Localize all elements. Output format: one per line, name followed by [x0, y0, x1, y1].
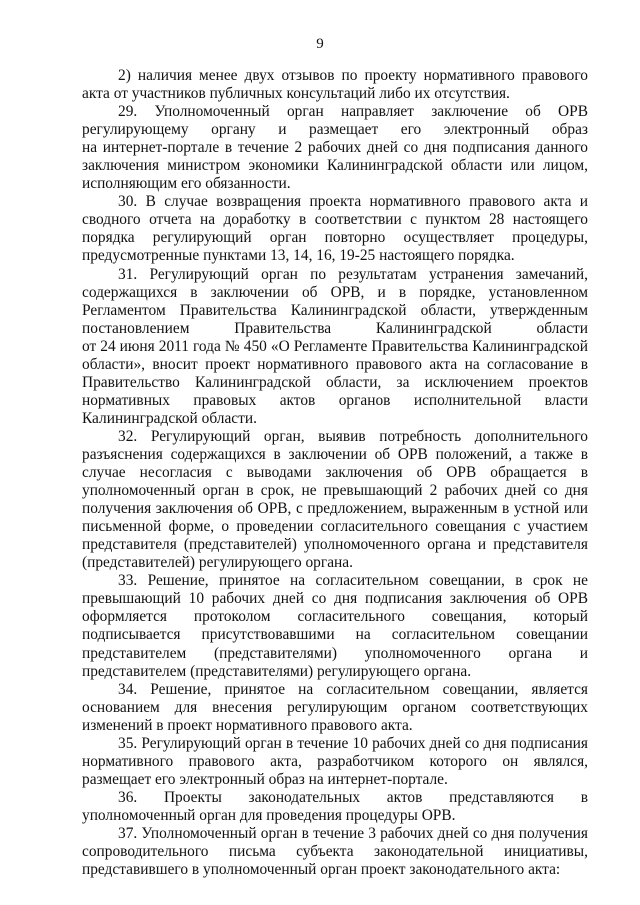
paragraph-line: Регламентом Правительства Калининградской области, утвержденным: [82, 301, 588, 319]
paragraph-p36: [82, 789, 588, 825]
paragraph-p30: [82, 193, 588, 265]
paragraph-p32: [82, 428, 588, 572]
paragraph-p2: [82, 67, 588, 103]
paragraph-line: 30. В случае возвращения проекта нормативного правового акта и: [118, 193, 588, 211]
paragraph-line: уполномоченный орган для проведения процедуры ОРВ.: [82, 806, 456, 824]
paragraph-line: нормативных правовых актов органов исполнительной власти: [82, 391, 588, 409]
paragraph-p29: [82, 103, 588, 193]
paragraph-line: исполняющим его обязанности.: [82, 175, 291, 193]
paragraph-line: сопроводительного письма субъекта законодательной инициативы,: [82, 843, 588, 861]
paragraph-line: превышающий 10 рабочих дней со дня подписания заключения об ОРВ: [82, 590, 588, 608]
paragraph-line: представителем (представителями) регулирующего органа.: [82, 662, 472, 680]
paragraph-line: (представителей) регулирующего органа.: [82, 554, 353, 572]
paragraph-line: на интернет-портале в течение 2 рабочих дней со дня подписания данного: [82, 139, 588, 157]
paragraph-line: представившего в уполномоченный орган проект законодательного акта:: [82, 861, 561, 879]
paragraph-line: сводного отчета на доработку в соответствии с пунктом 28 настоящего: [82, 211, 588, 229]
paragraph-line: Правительство Калининградской области, за исключением проектов: [82, 373, 588, 391]
paragraph-line: 29. Уполномоченный орган направляет заключение об ОРВ: [118, 103, 588, 121]
paragraph-line: 32. Регулирующий орган, выявив потребность дополнительного: [118, 427, 588, 445]
paragraph-p31: [82, 266, 588, 428]
paragraph-line: размещает его электронный образ на интернет-портале.: [82, 770, 448, 788]
paragraph-line: 31. Регулирующий орган по результатам устранения замечаний,: [118, 265, 588, 283]
page-number: 9: [316, 36, 324, 52]
paragraph-line: регулирующему органу и размещает его электронный образ: [82, 121, 588, 139]
paragraph-line: основанием для внесения регулирующим органом соответствующих: [82, 698, 588, 716]
paragraph-line: получения заключения об ОРВ, с предложением, выраженным в устной или: [82, 500, 588, 518]
paragraph-line: уполномоченный орган в срок, не превышающий 2 рабочих дней со дня: [82, 482, 588, 500]
paragraph-line: 37. Уполномоченный орган в течение 3 рабочих дней со дня получения: [118, 824, 588, 842]
paragraph-line: акта от участников публичных консультаций либо их отсутствия.: [82, 85, 510, 103]
paragraph-line: содержащихся в заключении об ОРВ, и в порядке, установленном: [82, 283, 588, 301]
paragraph-line: письменной форме, о проведении согласительного совещания с участием: [82, 518, 588, 536]
paragraph-line: оформляется протоколом согласительного совещания, который: [82, 608, 588, 626]
paragraph-line: предусмотренные пунктами 13, 14, 16, 19-25 настоящего порядка.: [82, 247, 515, 265]
paragraph-line: представителя (представителей) уполномоченного органа и представителя: [82, 536, 588, 554]
paragraph-line: представителем (представителями) уполномоченного органа и: [82, 644, 588, 662]
paragraph-line: постановлением Правительства Калининградской области: [82, 319, 588, 337]
paragraph-p37: [82, 825, 588, 879]
paragraph-p35: [82, 735, 588, 789]
paragraph-line: разъяснения содержащихся в заключении об ОРВ положений, а также в: [82, 445, 588, 463]
paragraph-line: 36. Проекты законодательных актов представляются в: [118, 788, 588, 806]
paragraph-p33: [82, 572, 588, 680]
paragraph-line: порядка регулирующий орган повторно осуществляет процедуры,: [82, 229, 588, 247]
paragraph-line: 34. Решение, принятое на согласительном совещании, является: [118, 680, 588, 698]
document-body: [82, 67, 588, 879]
paragraph-line: области», вносит проект нормативного правового акта на согласование в: [82, 355, 588, 373]
paragraph-line: 33. Решение, принятое на согласительном совещании, в срок не: [118, 572, 588, 590]
paragraph-line: подписывается присутствовавшими на согласительном совещании: [82, 626, 588, 644]
paragraph-line: случае несогласия с выводами заключения об ОРВ обращается в: [82, 464, 588, 482]
paragraph-line: от 24 июня 2011 года № 450 «О Регламенте Правительства Калининградской: [82, 337, 588, 355]
paragraph-line: 2) наличия менее двух отзывов по проекту нормативного правового: [118, 67, 588, 84]
paragraph-line: заключения министром экономики Калининградской области или лицом,: [82, 157, 588, 175]
paragraph-p34: [82, 681, 588, 735]
paragraph-line: изменений в проект нормативного правового акта.: [82, 716, 413, 734]
paragraph-line: нормативного правового акта, разработчиком которого он являлся,: [82, 752, 588, 770]
paragraph-line: Калининградской области.: [82, 409, 257, 427]
paragraph-line: 35. Регулирующий орган в течение 10 рабочих дней со дня подписания: [118, 734, 588, 752]
